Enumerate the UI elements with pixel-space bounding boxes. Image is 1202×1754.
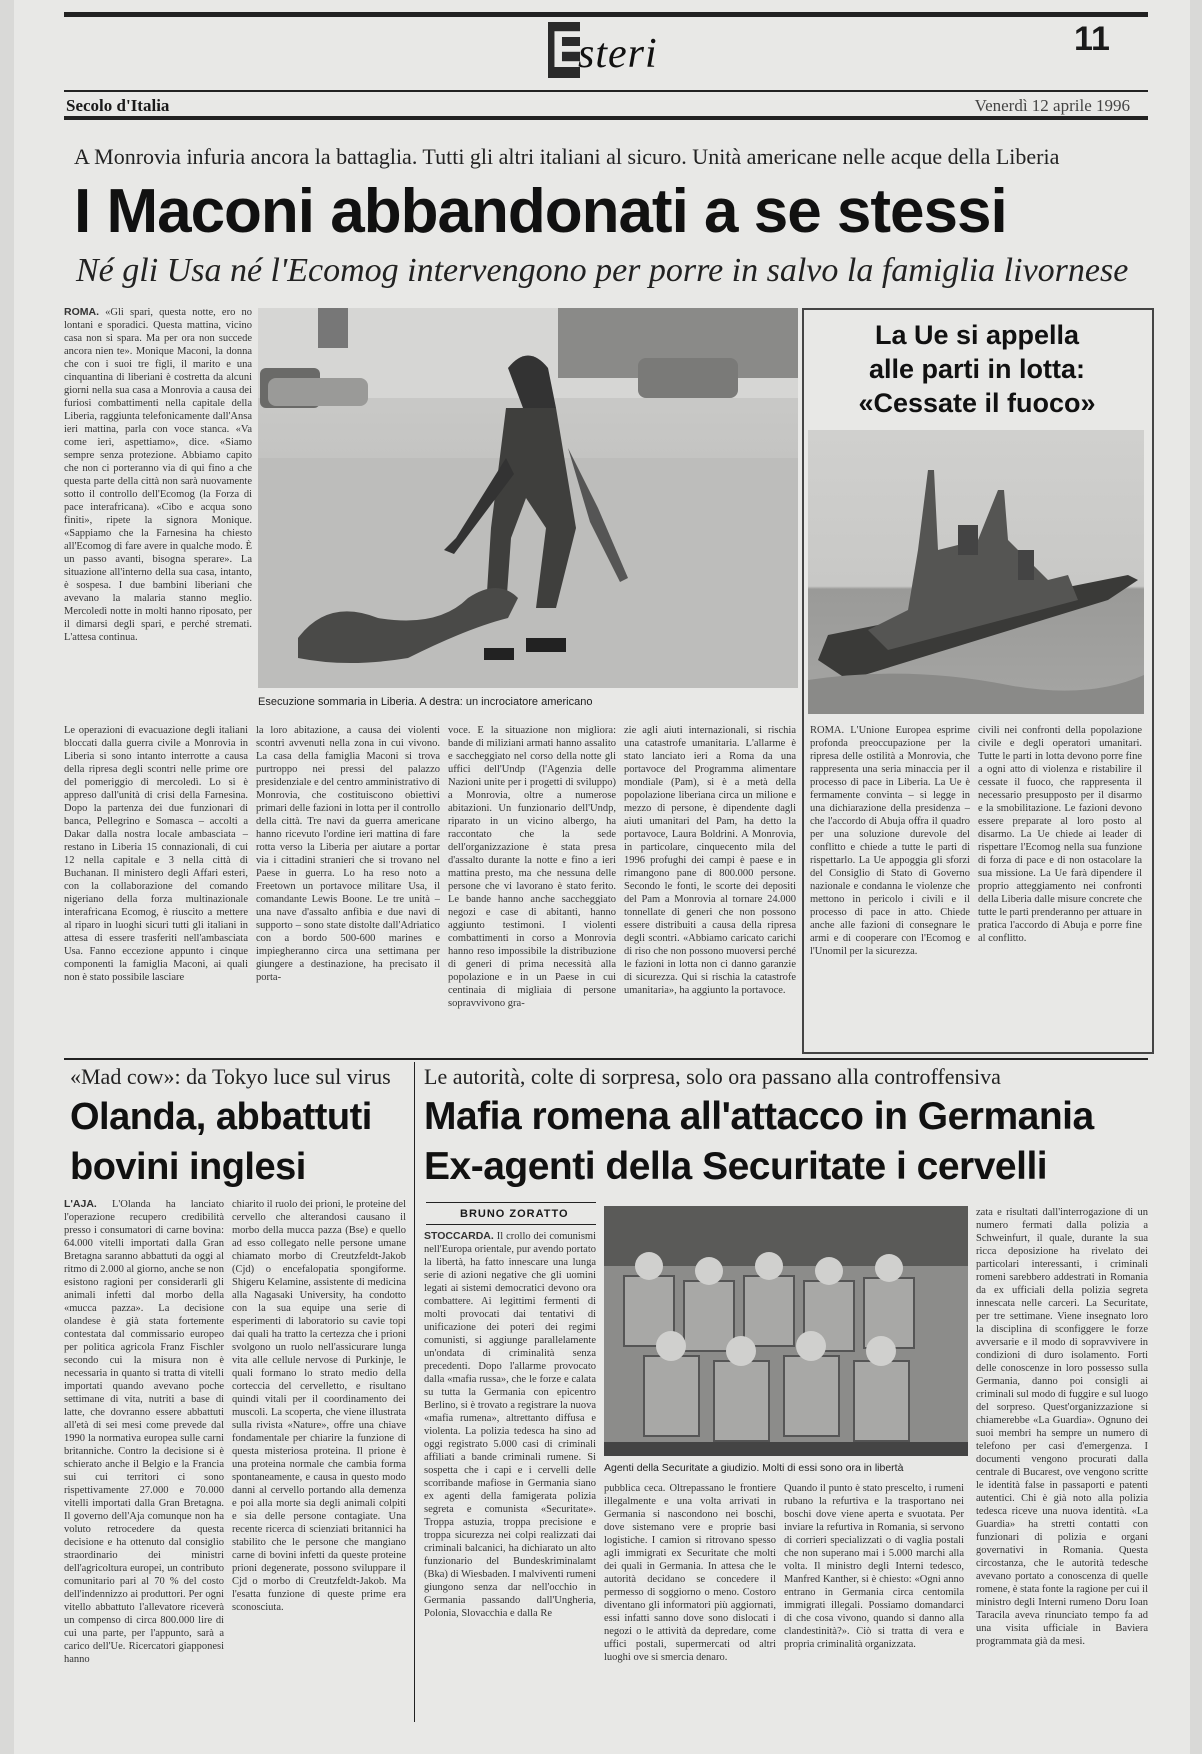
- byline-rule-bottom: [426, 1224, 596, 1225]
- lead-column-1-bottom: Le operazioni di evacuazione degli italiani bloccati dalla guerra civile a Monrovia in Liberia si sono intanto interrotte a causa della ripresa degli scontri nelle prime ore del pomeriggio di mercoledì. Lo si è appreso dall'unità di crisi della Farnesina. Dopo la partenza dei due funzionari di banca, Pellegrino e Somasca – accolti a Dakar dalla nostra locale ambasciata – restano in Liberia 15 connazionali, di cui 12 nella capitale e 3 nella città di Buchanan. Il ministero degli Affari esteri, con la collaborazione del comando nigeriano della forza multinazionale interafricana Ecomog, è riuscito a mettere al riparo in luoghi sicuri tutti gli italiani in attesa di essere trasferiti nell'ambasciata Usa. Fanno eccezione appunto i cinque componenti la famiglia Maconi, ai quali non è stato possibile lasciare: [64, 725, 248, 983]
- warship-photo: [808, 430, 1144, 714]
- lead-photo-caption: Esecuzione sommaria in Liberia. A destra: un incrociatore americano: [258, 696, 593, 708]
- mafia-headline: [424, 1092, 1154, 1192]
- securitate-trial-illustration: [604, 1206, 968, 1456]
- madcow-text-1: L'Olanda ha lanciato l'operazione recupero credibilità presso i consumatori di carne bovina: 64.000 vitelli importati dalla Gran Bretagna saranno abbattuti da oggi al ritmo di 2.000 al giorno, anche se non esistono ragioni per considerarli gli animali infetti dal morbo della «mucca pazza». La decisione olandese è già stata fortemente contestata dal commissario europeo per politica agricola Franz Fischler secondo cui la misura non è necessaria in quanto si tratta di vitelli importati quando avevano poche settimane di vita, nutriti a base di latte, che dovranno essere abbattuti all'età di sei mesi come prevede dal 1990 la normativa europea sulle carni britanniche. Contro la decisione si è schierato anche il Belgio e la Francia sui cui territori ci sono rispettivamente 27.000 e 70.000 vitelli importati dalla Gran Bretagna. Il governo dell'Aja comunque non ha voluto retrocedere da questa decisione e ha ottenuto dal consiglio straordinario dei ministri dell'agricoltura europei, un contributo comunitario pari al 70 % del costo dell'indennizzo ai produttori. Per ogni vitello abbattuto l'allevatore riceverà un compenso di circa 800.000 lire di cui una parte, per l'appunto, sarà a carico dell'Ue. Ricercatori giapponesi hanno: [64, 1199, 224, 1665]
- madcow-headline: [70, 1092, 410, 1192]
- mafia-column-2: pubblica ceca. Oltrepassano le frontiere illegalmente e una volta arrivati in Germania si nascondono nei boschi, dove sistemano vere e proprie basi logistiche. I camion si ritrovano spesso agli immigrati ex Securitate che molti dei quali in Germania. In attesa che le autorità decidano se concedere il permesso di soggiorno o meno. Costoro diventano gli informatori più aggiornati, essi infatti sanno dove sono dislocati i negozi o le attività da depredare, come uffici postali, supermercati od altri luoghi ove si smercia denaro.: [604, 1483, 776, 1663]
- mafia-text-1: Il crollo dei comunismi nell'Europa orientale, pur avendo portato la libertà, ha fatto innescare una lunga serie di azioni negative che gli uomini legati ai sistemi democratici devono ora combattere. Ai legittimi fermenti di molti provocati dai tentativi di unificazione dei poteri dei regimi comunisti, si aggiunge parallelamente un'ondata di criminalità senza precedenti. Dopo l'allarme provocato dalla «mafia russa», che le forze e calata su tutta la Germania con epicentro Berlino, si è trovato a registrare la nuova «mafia rumena», altrettanto diffusa e violenta. La polizia tedesca ha sino ad oggi registrato 5.000 casi di criminali affiliati a bande criminali rumene. Si sospetta che i capi e i cervelli delle scorribande mafiose in Germania siano ex agenti della famigerata polizia segreta e comunista «Securitate». Troppa astuzia, troppa precisione e troppa sicurezza nei colpi realizzati dai criminali balcanici, ha dichiarato un alto funzionario del Bundeskriminalamt (Bka) di Wiesbaden. I malviventi rumeni giungono senza dar nell'occhio in Germania passando dall'Ungheria, Polonia, Slovacchia e dalla Re: [424, 1231, 596, 1619]
- mafia-dateline: STOCCARDA.: [424, 1230, 494, 1242]
- execution-photo: [258, 308, 798, 688]
- madcow-headline-line-2: bovini inglesi: [70, 1146, 306, 1188]
- byline-rule: [426, 1202, 596, 1203]
- issue-date: Venerdì 12 aprile 1996: [974, 96, 1130, 115]
- sidebar-headline-line-3: «Cessate il fuoco»: [858, 388, 1096, 418]
- mafia-kicker: Le autorità, colte di sorpresa, solo ora passano alla controffensiva: [424, 1064, 1001, 1089]
- section-title: steri: [578, 31, 658, 77]
- madcow-kicker: «Mad cow»: da Tokyo luce sul virus: [70, 1064, 391, 1089]
- column-divider: [414, 1062, 415, 1722]
- madcow-headline-line-1: Olanda, abbattuti: [70, 1096, 372, 1138]
- madcow-dateline: L'AJA.: [64, 1198, 97, 1210]
- lead-column-2: la loro abitazione, a causa dei violenti scontri avvenuti nella zona in cui vivono. La casa della famiglia Maconi si trova purtroppo nei pressi del palazzo presidenziale e del centro amministrativo di Monrovia, che costituiscono obiettivi primari delle fazioni in lotta per il controllo della città. Tre navi da guerra americane hanno ricevuto l'ordine ieri mattina di fare rotta verso la Liberia per aiutare a portar via i cittadini stranieri che si trovano nel Paese in guerra. Lo ha reso noto a Freetown un portavoce militare Usa, il comandante Lewis Boone. Le tre unità – una nave d'assalto anfibia e due navi di supporto – sono state distolte dall'Adriatico con a bordo 500-600 marines e impiegheranno circa una settimana per giungere a destinazione, ha precisato il porta-: [256, 725, 440, 983]
- lead-headline: I Maconi abbandonati a se stessi: [74, 177, 1007, 246]
- execution-photo-illustration: [258, 308, 798, 688]
- sidebar-headline-line-1: La Ue si appella: [874, 320, 1080, 350]
- mafia-byline: BRUNO ZORATTO: [460, 1208, 569, 1220]
- page-number: 11: [1074, 20, 1110, 58]
- lead-text-1: «Gli spari, questa notte, ero no lontani e sporadici. Questa mattina, vicino casa non si spara. Ma per ora non succede ancora nien te». Monique Maconi, la donna che con i suoi tre figli, il marito e una cinquantina di liberiani è costretta da alcuni giorni nella sua casa a Monrovia a causa dei furiosi combattimenti nella capitale della Liberia, raggiunta telefonicamente dall'Ansa ieri mattina, parla con voce stanca. «Va come ieri, aspettiamo», dice. «Siamo sempre senza protezione. Abbiamo capito che non ci porteranno via di qui fino a che questa parte della città non sarà nuovamente sotto il controllo dell'Ecomog (la Forza di pace interafricana). «Cibo e acqua sono finiti», ripete la signora Monique. «Sappiamo che la Farnesina ha chiesto all'Ecomog di fare avere in qualche modo. È un passo avanti, bisogna sperare». La situazione all'interno della sua casa, intanto, è sospesa. I due bambini liberiani che avevano la malaria stanno meglio. Mercoledì notte in molti hanno riposato, per il dimarsi degli spari, e perché stremati. L'attesa continua.: [64, 307, 252, 643]
- securitate-trial-photo: [604, 1206, 968, 1456]
- mafia-column-4: zata e risultati dall'interrogazione di un numero fermati dalla polizia a Schweinfurt, il quale, durante la sua ricca deposizione ha rivelato dei particolari interessanti, i criminali romeni sarebbero addestrati in Romania da ex ufficiali della polizia segreta innescata nelle carceri. La Securitate, per tre settimane. Viene insegnato loro la disciplina di sconfiggere le forze avversarie e il modo di sopravvivere in condizioni di duro isolamento. Forti delle conoscenze in loro possesso sulla Germania, danno poi consigli ai criminali sul modo di fuggire e sul luogo del sorpreso. Quest'organizzazione si chiamerebbe «La Guardia». Ognuno dei suoi membri ha sempre un numero di telefono per casi d'emergenza. I documenti vengono procurati dalla centrale di Bucarest, ove vengono scritte le identità false in passaporti e patenti autentici. Chi è già noto alla polizia tedesca riceve una nuova identità. «La Guardia» ha stretti contatti con funzionari di polizia e organi governativi in Romania. Questa circostanza, che le autorità tedesche avevano portato a conoscenza di quelle romene, è stata fonte la ragione per cui il ministro degli Interni rumeno Doru Ioan Taracila aveva rinunciato tempo fa ad una visita ufficiale in Baviera programmata già da mesi.: [976, 1207, 1148, 1647]
- lead-subheadline: Né gli Usa né l'Ecomog intervengono per porre in salvo la famiglia livornese: [76, 252, 1129, 289]
- mafia-headline-line-1: Mafia romena all'attacco in Germania: [424, 1095, 1094, 1138]
- paper-name: Secolo d'Italia: [66, 96, 170, 115]
- sidebar-column-1: ROMA. L'Unione Europea esprime profonda preoccupazione per la ripresa delle ostilità a Monrovia, che rappresenta una seria minaccia per il processo di pace in Liberia. La Ue è fermamente convinta – si legge in una dichiarazione della presidenza – che l'accordo di Abuja offra il quadro per una soluzione durevole del conflitto e chiede a tutte le parti di rispettarlo. La Ue appoggia gli sforzi del Consiglio di Stato di Governo nazionale e condanna le violenze che mettono in pericolo i civili e il processo di pace in atto. Chiede anche alle fazioni di consegnare le armi e di cooperare con l'Ecomog e l'Unomil per la sicurezza.: [810, 725, 970, 957]
- mafia-column-1: [424, 1230, 596, 1722]
- newspaper-page: [14, 0, 1190, 1754]
- section-divider: [64, 1058, 1148, 1060]
- section-letter: E: [551, 21, 586, 79]
- masthead-rule: [64, 90, 1148, 92]
- lead-column-1-top: [64, 306, 252, 720]
- lead-kicker: A Monrovia infuria ancora la battaglia. Tutti gli altri italiani al sicuro. Unità americane nelle acque della Liberia: [74, 144, 1060, 169]
- sidebar-headline-line-2: alle parti in lotta:: [868, 354, 1086, 384]
- lead-column-3: voce. E la situazione non migliora: bande di miliziani armati hanno assalito e saccheggiato nel corso della notte gli uffici dell'Undp (l'Agenzia delle Nazioni unite per i progetti di sviluppo) a Monrovia, oltre a numerose abitazioni. Un funzionario dell'Undp, riparato in un vicino albergo, ha raccontato che la sede dell'organizzazione è stata presa d'assalto durante la notte e fino a ieri mattina presto, ma che nessuna delle persone che vi lavorano è stato ferito. Le bande hanno anche saccheggiato negozi e case di abitanti, hanno aggiunto testimoni. I violenti combattimenti in corso a Monrovia hanno reso impossibile la distribuzione di generi di prima necessità alla popolazione e in un Paese in cui centinaia di migliaia di persone sopravvivono gra-: [448, 725, 616, 1009]
- madcow-column-1: [64, 1198, 224, 1718]
- mafia-photo-caption: Agenti della Securitate a giudizio. Molti di essi sono ora in libertà: [604, 1462, 904, 1474]
- mafia-headline-line-2: Ex-agenti della Securitate i cervelli: [424, 1145, 1048, 1188]
- sidebar-column-2: civili nei confronti della popolazione civile e degli operatori umanitari. Tutte le parti in lotta devono porre fine a ogni atto di violenza e ristabilire il cessate il fuoco, che rappresenta il necessario presupposto per il disarmo e la smobilitazione. Le fazioni devono essere preparate al loro posto al disarmo. La Ue chiede ai leader di rispettare l'Ecomog nella sua funzione di forza di pace e di non ostacolare la sua missione. La Ue farà dipendere il proprio atteggiamento nei confronti della Liberia dalle misure concrete che tutte le parti prenderanno per attuare in pratica l'accordo di Abuja e porre fine al conflitto.: [978, 725, 1142, 944]
- section-initial-block: [548, 21, 586, 79]
- masthead-bottom-rule: [64, 116, 1148, 120]
- lead-dateline: ROMA.: [64, 306, 99, 318]
- sidebar-headline: [812, 318, 1142, 420]
- warship-illustration: [808, 430, 1144, 714]
- mafia-column-3: Quando il punto è stato prescelto, i rumeni rubano la refurtiva e la trasportano nei boschi dove viene aperta e svuotata. Per inviare la refurtiva in Romania, si servono di corrieri specializzati o di vaglia postali che non superano mai i 5.000 marchi alla volta. Il ministro degli Interni tedesco, Manfred Kanther, si è chiesto: «Ogni anno entrano in Germania circa centomila immigrati illegali. Possiamo domandarci di che cosa vivono, quando si danno alla clandestinità?». Ciò si tratta di vera e propria criminalità organizzata.: [784, 1483, 964, 1650]
- top-rule: [64, 12, 1148, 17]
- madcow-column-2: chiarito il ruolo dei prioni, le proteine del cervello che alterandosi causano il morbo della mucca pazza (Bse) e quello ad esso collegato nelle persone umane chiamato morbo di Creutzfeldt-Jakob (Cjd) o encefalopatia spongiforme. Shigeru Kelamine, assistente di medicina alla Nagasaki University, ha condotto con la sua equipe una serie di esperimenti di laboratorio su cavie topi dai quali ha tratto la certezza che i prioni svolgono un ruolo nell'assicurare lunga vita alle cellule nervose di Purkinje, le quali formano lo strato medio della corteccia del cervelletto, e risultano quindi vitali per il coordinamento dei muscoli. La scoperta, che viene illustrata sulla rivista «Nature», offre una chiave fondamentale per chiarire la funzione di questa misteriosa proteina. Il prione è una proteina normale che cambia forma spontaneamente, e causa in questo modo danni al cervello portando alla demenza e poi alla morte sia degli animali colpiti e sia delle persone contagiate. Una recente ricerca di scienziati britannici ha stabilito che le persone che mangiano carne di bovini infetti da queste proteine prioni degenerate, possono sviluppare il Cjd o morbo di Creutzfeldt-Jakob. Ma l'esatta funzione di queste prime era sconosciuta.: [232, 1199, 406, 1613]
- lead-column-4: zie agli aiuti internazionali, si rischia una catastrofe umanitaria. L'allarme è stato lanciato ieri a Roma da una portavoce del Programma alimentare mondiale (Pam), si è a metà della popolazione liberiana circa un milione e mezzo di persone, è dipendente dagli aiuti umanitari del Pam, ha detto la portavoce, Laura Boldrini. A Monrovia, in particolare, cinquecento mila del 1996 profughi dei campi è paese e in rimangono pane di 800.000 persone. Secondo le fonti, le scorte dei depositi del Pam a Monrovia al tornare 24.000 tonnellate di generi che non possono essere distribuiti a causa della ripresa degli scontri. «Abbiamo caricato carichi di riso che non possono muoversi perché le fazioni in lotta non ci danno garanzie di sicurezza. Qui si rischia la catastrofe umanitaria», ha aggiunto la portavoce.: [624, 725, 796, 996]
